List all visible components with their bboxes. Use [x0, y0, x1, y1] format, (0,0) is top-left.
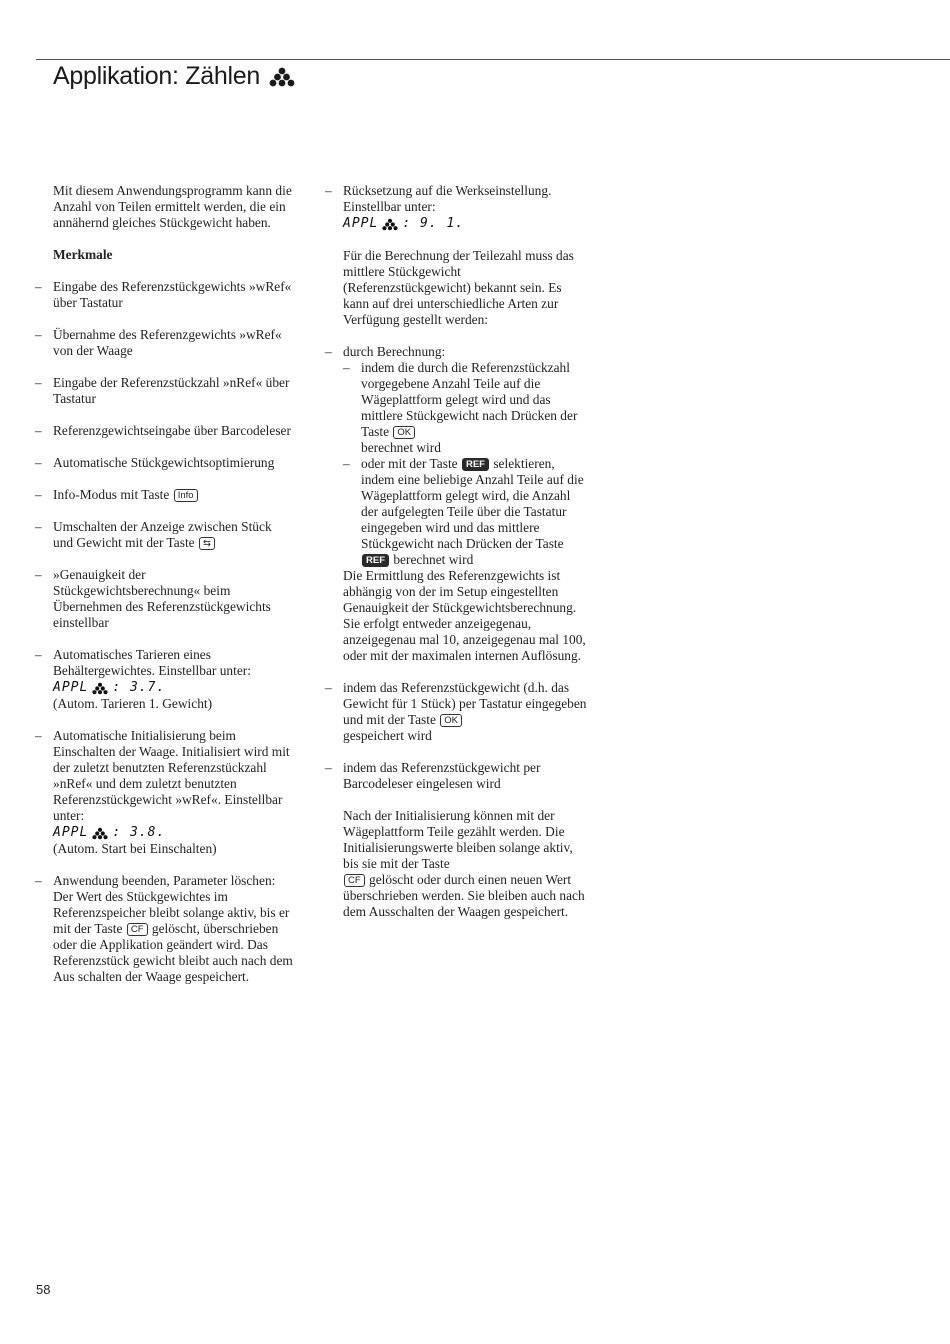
- method-text: indem das Referenzstückgewicht per Barcodeleser eingelesen wird: [343, 760, 541, 791]
- feature-text: Umschalten der Anzeige zwischen Stück und Gewicht mit der Taste: [53, 519, 272, 550]
- sub-text: berechnet wird: [361, 440, 441, 455]
- feature-item: [35, 375, 293, 407]
- sub-text: indem die durch die Referenzstückzahl vorgegebene Anzahl Teile auf die Wägeplattform gelegt wird und das mittlere Stückgewicht nach Drücken der Taste: [361, 360, 578, 439]
- sub-item: [343, 360, 588, 456]
- feature-item: [325, 183, 588, 232]
- method-item: [325, 344, 588, 664]
- dash-mark: –: [35, 487, 42, 502]
- feature-text: Automatisches Tarieren eines Behältergewichtes. Einstellbar unter:: [53, 647, 251, 678]
- feature-text: Automatische Initialisierung beim Einschalten der Waage. Initialisiert wird mit der zuletzt benutzten Referenzstückzahl »nRef« und dem zuletzt benutzten Referenzstückgewicht »wRef«. Einstellbar unter:: [53, 728, 290, 823]
- dash-mark: –: [35, 327, 42, 342]
- feature-item: [35, 728, 293, 857]
- feature-item: [35, 327, 293, 359]
- dash-mark: –: [35, 279, 42, 294]
- features-heading: Merkmale: [53, 247, 113, 262]
- display-code: [53, 680, 165, 696]
- counting-dots-icon: [269, 67, 295, 87]
- left-column: [35, 183, 293, 1001]
- page-title: [53, 62, 295, 91]
- dash-mark: –: [325, 183, 332, 198]
- display-code-value: : 3.7.: [112, 680, 166, 695]
- header-rule: [36, 59, 950, 60]
- ref-key-icon: REF: [362, 554, 389, 567]
- method-item: [325, 680, 588, 744]
- dash-mark: –: [343, 360, 350, 375]
- feature-text: Übernahme des Referenzgewichts »wRef« von der Waage: [53, 327, 282, 358]
- sub-text: berechnet wird: [393, 552, 474, 567]
- feature-note: (Autom. Tarieren 1. Gewicht): [53, 696, 213, 711]
- feature-text: »Genauigkeit der Stückgewichtsberechnung« beim Übernehmen des Referenzstückgewichts einstellbar: [53, 567, 271, 630]
- toggle-key-icon: ⇆: [199, 537, 215, 550]
- sub-text: selektieren, indem eine beliebige Anzahl Teile auf die Wägeplattform gelegt wird, die Anzahl der aufgelegten Teile über die Tastatur eingegeben wird und das mittlere Stückgewicht nach Drücken der Taste: [361, 456, 584, 551]
- dash-mark: –: [325, 680, 332, 695]
- counting-dots-icon: [92, 827, 108, 840]
- counting-dots-icon: [92, 682, 108, 695]
- right-column: [325, 183, 588, 936]
- display-code: [343, 216, 464, 232]
- dash-mark: –: [325, 760, 332, 775]
- feature-item: [35, 423, 293, 439]
- ok-key-icon: OK: [440, 714, 462, 727]
- sub-text: oder mit der Taste: [361, 456, 458, 471]
- feature-item: [35, 567, 293, 631]
- feature-item: [35, 647, 293, 712]
- feature-text: Rücksetzung auf die Werkseinstellung. Einstellbar unter:: [343, 183, 552, 214]
- dash-mark: –: [343, 456, 350, 471]
- dash-mark: –: [35, 647, 42, 662]
- method-text: gespeichert wird: [343, 728, 432, 743]
- dash-mark: –: [35, 519, 42, 534]
- ref-key-icon: REF: [462, 458, 489, 471]
- feature-text: Info-Modus mit Taste: [53, 487, 170, 502]
- counting-dots-icon: [382, 218, 398, 231]
- feature-note: (Autom. Start bei Einschalten): [53, 841, 217, 856]
- display-code: [53, 825, 165, 841]
- method-text: Die Ermittlung des Referenzgewichts ist abhängig von der im Setup eingestellten Genauigkeit der Stückgewichtsberechnung. Sie erfolgt entweder anzeigegenau, anzeigegenau mal 10, anzeigegenau mal 100, oder mit der maximalen internen Auflösung.: [343, 568, 586, 663]
- dash-mark: –: [35, 455, 42, 470]
- feature-text: Eingabe der Referenzstückzahl »nRef« über Tastatur: [53, 375, 290, 406]
- display-code-prefix: APPL: [53, 680, 89, 695]
- method-text: durch Berechnung:: [343, 344, 446, 359]
- reference-paragraph: Für die Berechnung der Teilezahl muss das mittlere Stückgewicht (Referenzstückgewicht) bekannt sein. Es kann auf drei unterschiedliche Arten zur Verfügung gestellt werden:: [343, 248, 574, 327]
- initialization-paragraph: [343, 808, 588, 920]
- dash-mark: –: [35, 873, 42, 888]
- feature-text: gelöscht, überschrieben oder die Applikation geändert wird. Das Referenzstück gewicht bleibt auch nach dem Aus schalten der Waage gespeichert.: [53, 921, 293, 984]
- page-number: 58: [36, 1282, 51, 1297]
- feature-item: [35, 279, 293, 311]
- display-code-value: : 3.8.: [112, 825, 166, 840]
- para-text: Nach der Initialisierung können mit der Wägeplattform Teile gezählt werden. Die Initialisierungswerte bleiben solange aktiv, bis sie mit der Taste: [343, 808, 573, 871]
- dash-mark: –: [35, 567, 42, 582]
- cf-key-icon: CF: [344, 874, 365, 887]
- para-text: gelöscht oder durch einen neuen Wert überschrieben werden. Sie bleiben auch nach dem Ausschalten der Waagen gespeichert.: [343, 872, 585, 919]
- dash-mark: –: [325, 344, 332, 359]
- dash-mark: –: [35, 375, 42, 390]
- feature-text: Eingabe des Referenzstückgewichts »wRef« über Tastatur: [53, 279, 292, 310]
- dash-mark: –: [35, 728, 42, 743]
- sub-item: [343, 456, 588, 568]
- intro-paragraph: Mit diesem Anwendungsprogramm kann die Anzahl von Teilen ermittelt werden, die ein annähernd gleiches Stückgewicht haben.: [53, 183, 292, 230]
- feature-item: [35, 519, 293, 551]
- feature-text: Automatische Stückgewichtsoptimierung: [53, 455, 275, 470]
- display-code-prefix: APPL: [343, 216, 379, 231]
- feature-text: Referenzgewichtseingabe über Barcodeleser: [53, 423, 291, 438]
- ok-key-icon: OK: [393, 426, 415, 439]
- info-key-icon: Info: [174, 489, 198, 502]
- cf-key-icon: CF: [127, 923, 148, 936]
- feature-item: [35, 487, 293, 503]
- feature-text: Der Wert des Stückgewichtes im Referenzspeicher bleibt solange aktiv, bis er mit der Taste: [53, 889, 290, 936]
- display-code-value: : 9. 1.: [402, 216, 465, 231]
- feature-item: [35, 873, 293, 985]
- method-text: indem das Referenzstückgewicht (d.h. das Gewicht für 1 Stück) per Tastatur eingegeben und mit der Taste: [343, 680, 587, 727]
- feature-item: [35, 455, 293, 471]
- feature-text: Anwendung beenden, Parameter löschen:: [53, 873, 276, 888]
- display-code-prefix: APPL: [53, 825, 89, 840]
- method-item: [325, 760, 588, 792]
- page-title-text: Applikation: Zählen: [53, 62, 260, 90]
- dash-mark: –: [35, 423, 42, 438]
